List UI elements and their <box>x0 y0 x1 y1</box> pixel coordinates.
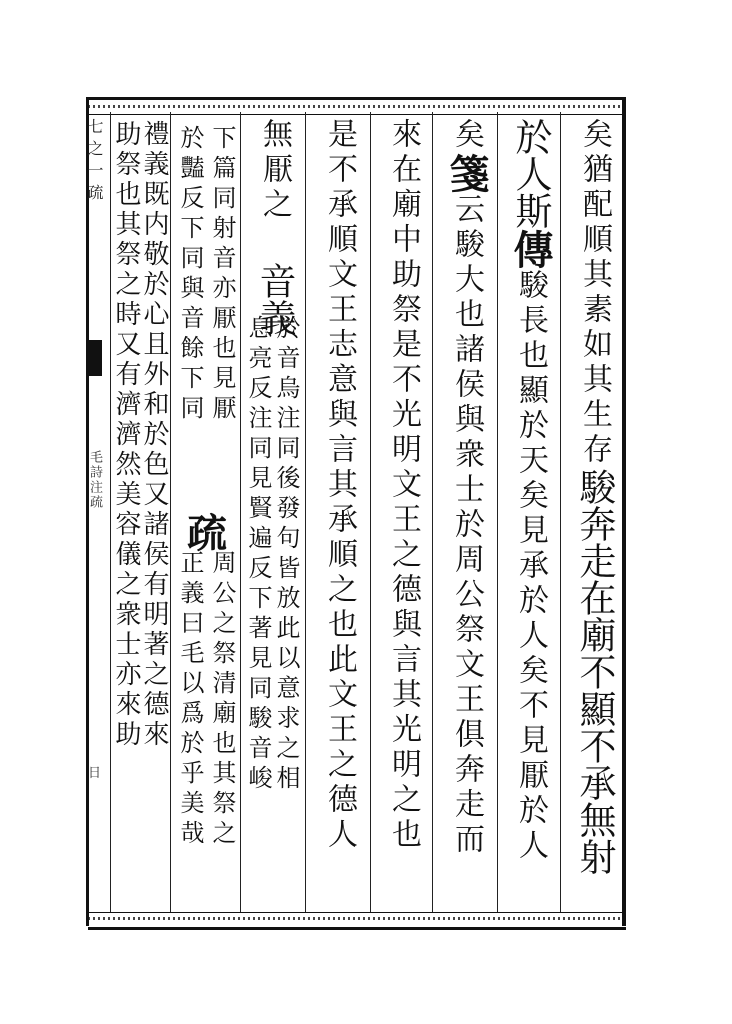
column-rule <box>560 112 561 912</box>
bottom-border <box>88 912 626 930</box>
column-2-main-text: 於人斯 <box>509 118 552 229</box>
right-border <box>622 97 626 926</box>
column-6-text: 無厭之 <box>257 118 292 223</box>
small-column-1-tail: 周公之祭清廟也其祭之 <box>208 550 236 850</box>
text-column-4 <box>375 118 431 908</box>
yinyi-heading <box>246 262 302 336</box>
text-column-6 <box>246 118 302 268</box>
text-column-2 <box>502 118 558 908</box>
commentary-mark-shu: 疏 <box>187 510 227 557</box>
commentary-mark-jian: 箋 <box>443 153 490 193</box>
commentary-mark-zhuan: 傳 <box>507 229 554 269</box>
spine-glyphs: 七之一疏 <box>85 118 104 206</box>
text-column-5 <box>311 118 367 908</box>
text-column-7: 禮義既内敬於心且外和於色又諸侯有明著之德來 <box>139 120 169 750</box>
text-column-8: 助祭也其祭之時又有濟濟然美容儀之衆士亦來助 <box>111 120 141 750</box>
column-3-text: 矣 <box>449 118 484 153</box>
spine-page-marker: 日 <box>88 766 102 781</box>
text-column-3 <box>438 118 494 908</box>
small-column-2-tail: 正義曰毛以爲於乎美哉 <box>176 550 204 850</box>
yinyi-note-right: 於音烏注同後發句皆放此以意求之相 <box>272 315 300 795</box>
column-4-text: 來在廟中助祭是不光明文王之德與言其光明之也 <box>386 118 421 853</box>
column-rule <box>305 112 306 912</box>
spine-fishtail-mark <box>86 340 102 376</box>
text-column-1 <box>566 118 622 908</box>
small-column-2: 於豔反下同與音餘下同 <box>176 125 204 425</box>
yinyi-mark: 音義 <box>253 262 296 336</box>
yinyi-note-left: 息亮反注同見賢遍反下著見同駿音峻 <box>244 315 272 795</box>
small-column-1: 下篇同射音亦厭也見厭 <box>208 125 236 425</box>
column-1-main-text: 駿奔走在廟不顯不承無射 <box>573 468 616 875</box>
column-5-text: 是不承順文王志意與言其承順之也此文王之德人 <box>322 118 357 853</box>
column-rule <box>170 112 171 912</box>
column-rule <box>432 112 433 912</box>
spine-title: 毛詩注疏 <box>87 450 102 510</box>
column-rule <box>240 112 241 912</box>
top-border <box>88 97 626 115</box>
column-rule <box>370 112 371 912</box>
column-1-text: 矣猶配順其素如其生存 <box>577 118 612 468</box>
column-3-tail: 云駿大也諸侯與衆士於周公祭文王俱奔走而 <box>449 193 484 858</box>
column-rule <box>497 112 498 912</box>
column-2-text: 駿長也顯於天矣見承於人矣不見厭於人 <box>513 269 548 864</box>
